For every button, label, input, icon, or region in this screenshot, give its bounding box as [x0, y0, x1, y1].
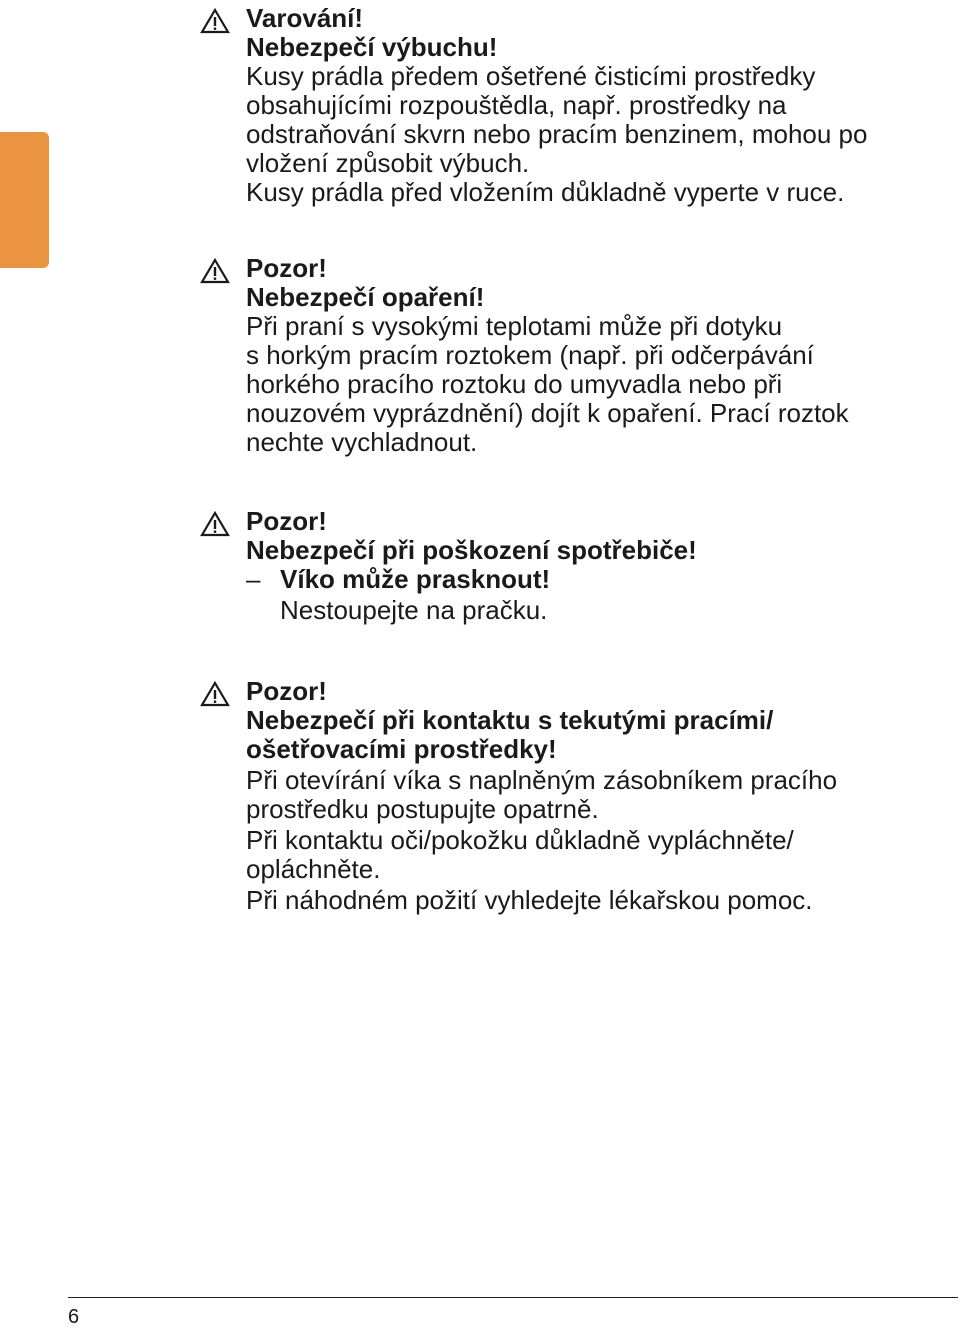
warning-heading: Nebezpečí při kontaktu s tekutými pracími/ [246, 705, 774, 735]
warning-title: Pozor! [246, 506, 327, 536]
warning-explosion [200, 4, 940, 207]
warning-scalding [200, 254, 940, 457]
warning-body-line: opláchněte. [246, 854, 381, 884]
warning-triangle-icon [200, 258, 230, 284]
warning-body-line: Při praní s vysokými teplotami může při dotyku [246, 311, 783, 341]
list-item-heading: Víko může prasknout! [280, 564, 551, 594]
warning-heading: Nebezpečí výbuchu! [246, 32, 498, 62]
warning-title: Pozor! [246, 253, 327, 283]
warning-body-line: horkého pracího roztoku do umyvadla nebo při [246, 369, 783, 399]
chapter-side-tab [0, 132, 49, 268]
warning-body-line: s horkým pracím roztokem (např. při odčerpávání [246, 340, 814, 370]
warning-body-line: Při náhodném požití vyhledejte lékařskou pomoc. [246, 885, 813, 915]
warning-body-line: Při kontaktu oči/pokožku důkladně vypláchněte/ [246, 825, 794, 855]
warning-body-line: prostředku postupujte opatrně. [246, 794, 599, 824]
warning-body-line: obsahujícími rozpouštědla, např. prostředky na [246, 90, 787, 120]
warning-body-line: vložení způsobit výbuch. [246, 148, 530, 178]
warning-body-line: Při otevírání víka s naplněným zásobníkem pracího [246, 765, 838, 795]
page-number: 6 [68, 1306, 80, 1328]
warning-body-line: Kusy prádla předem ošetřené čisticími prostředky [246, 61, 816, 91]
warning-heading: ošetřovacími prostředky! [246, 734, 557, 764]
footer-rule [68, 1297, 958, 1298]
warning-title: Pozor! [246, 676, 327, 706]
warning-body-line: nechte vychladnout. [246, 427, 478, 457]
warning-detergent-contact [200, 677, 940, 915]
warning-heading: Nebezpečí opaření! [246, 282, 485, 312]
warning-body-line: odstraňování skvrn nebo pracím benzinem, mohou po [246, 119, 868, 149]
warning-heading: Nebezpečí při poškození spotřebiče! [246, 535, 697, 565]
warning-triangle-icon [200, 681, 230, 707]
warning-title: Varování! [246, 3, 364, 33]
list-dash: – [246, 564, 261, 594]
warning-appliance-damage [200, 507, 940, 625]
warning-list-item [246, 565, 940, 594]
warning-body-line: Kusy prádla před vložením důkladně vyperte v ruce. [246, 177, 845, 207]
warning-body-line: nouzovém vyprázdnění) dojít k opaření. Prací roztok [246, 398, 849, 428]
warning-triangle-icon [200, 8, 230, 34]
warning-triangle-icon [200, 511, 230, 537]
list-item-body: Nestoupejte na pračku. [280, 595, 548, 625]
